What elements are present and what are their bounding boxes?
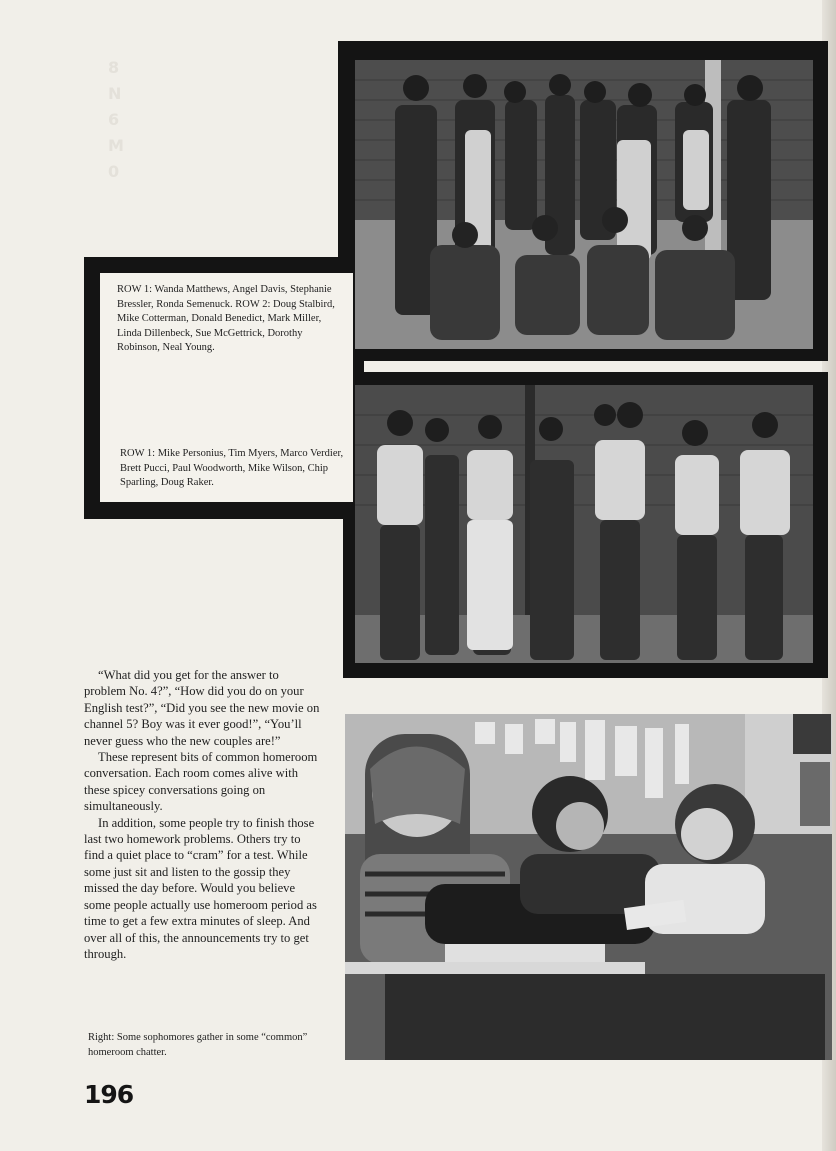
group-photo-2-image <box>355 385 813 663</box>
page-number: 196 <box>84 1080 134 1109</box>
caption-group-photo-1: ROW 1: Wanda Matthews, Angel Davis, Stephanie Bressler, Ronda Semenuck. ROW 2: Doug Stalbird, Mike Cotterman, Donald Benedict, Mark Miller, Linda Dillenbeck, Sue McGettrick, Dorothy Robinson, Neal Young. <box>117 284 335 353</box>
bleed-through-text: 8 N 6 M 0 <box>108 58 124 181</box>
caption-homeroom-photo: Right: Some sophomores gather in some “common” homeroom chatter. <box>88 1032 308 1058</box>
body-paragraph-3: In addition, some people try to finish those last two homework problems. Others try to find a quiet place to “cram” for a test. While some just sit and listen to the gossip they missed the day before. Would you believe some people actually use homeroom period as time to get a few extra minutes of sleep. And over all of this, the announcements try to get through. <box>84 815 317 961</box>
body-paragraph-2: These represent bits of common homeroom conversation. Each room comes alive with these spicey conversations going on simultaneously. <box>84 750 318 814</box>
group-photo-2 <box>355 385 813 663</box>
body-text <box>84 667 322 962</box>
homeroom-photo <box>345 714 832 1060</box>
group-photo-1-image <box>355 60 813 349</box>
caption-group-photo-2: ROW 1: Mike Personius, Tim Myers, Marco Verdier, Brett Pucci, Paul Woodworth, Mike Wilson, Chip Sparling, Doug Raker. <box>120 448 344 488</box>
group-photo-1 <box>355 60 813 349</box>
body-paragraph-1: “What did you get for the answer to problem No. 4?”, “How did you do on your English test?”, “Did you see the new movie on channel 5? Boy was it ever good!”, “You’ll never guess who the new couples are!” <box>84 668 320 748</box>
homeroom-photo-image <box>345 714 832 1060</box>
